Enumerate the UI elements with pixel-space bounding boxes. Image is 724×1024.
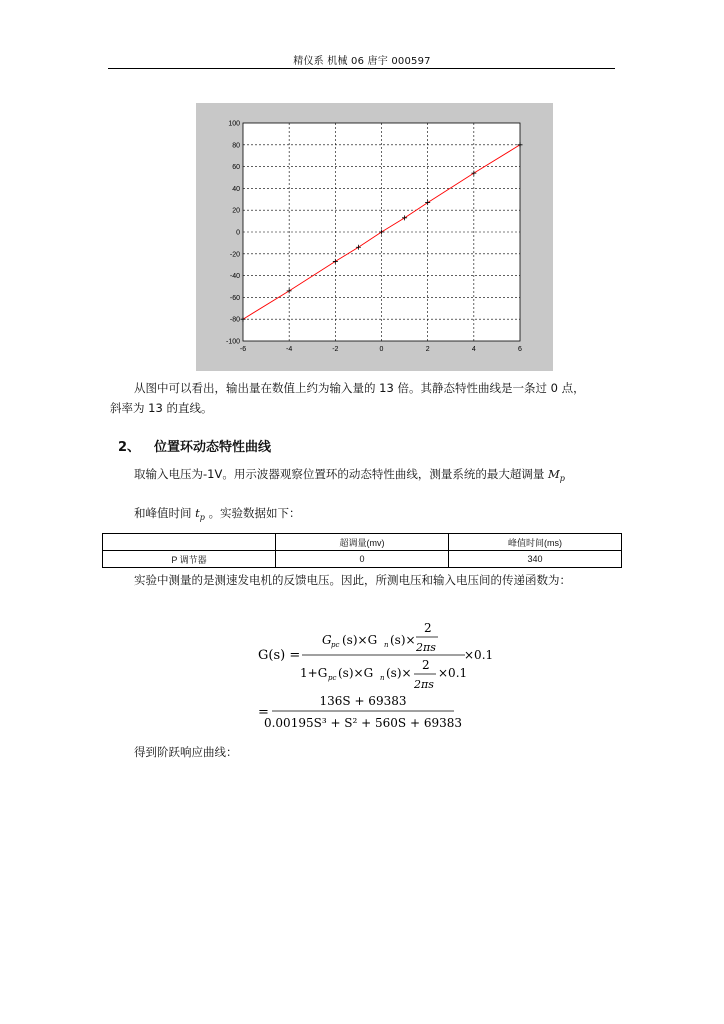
table-cell: 0 bbox=[276, 551, 449, 568]
x-tick-label: -6 bbox=[239, 346, 247, 353]
y-tick-label: 100 bbox=[228, 120, 240, 128]
table-header-cell bbox=[103, 534, 276, 551]
symbol-tp: t bbox=[195, 506, 200, 520]
y-tick-label: -60 bbox=[229, 294, 240, 302]
experiment-data-table bbox=[102, 533, 622, 568]
y-tick-label: 20 bbox=[232, 207, 240, 215]
den-pre: 1+G bbox=[300, 666, 328, 680]
table-header-row bbox=[103, 534, 622, 551]
y-tick-label: -80 bbox=[229, 316, 240, 324]
result-eq: = bbox=[258, 705, 269, 720]
paragraph-2-text: 取输入电压为-1V。用示波器观察位置环的动态特性曲线，测量系统的最大超调量 bbox=[134, 467, 545, 481]
den-tail-x: (s)× bbox=[386, 666, 412, 680]
y-tick-label: 0 bbox=[236, 229, 240, 237]
section-number: 2、 bbox=[118, 440, 141, 455]
x-tick-label: -2 bbox=[332, 346, 339, 353]
num-sub-pc: pc bbox=[331, 641, 340, 649]
result-denominator: 0.00195S³ + S² + 560S + 69383 bbox=[263, 716, 463, 730]
table-header-cell: 峰值时间(ms) bbox=[449, 534, 622, 551]
static-characteristic-chart bbox=[196, 103, 553, 371]
paragraph-2-line-1 bbox=[134, 464, 654, 489]
num-sub-n: n bbox=[384, 641, 389, 649]
static-characteristic-figure bbox=[196, 103, 553, 371]
symbol-Mp-sub: p bbox=[559, 474, 565, 483]
x-tick-label: 4 bbox=[471, 346, 476, 353]
paragraph-1-line-2: 斜率为 13 的直线。 bbox=[110, 401, 213, 415]
paragraph-2-pre: 和峰值时间 bbox=[134, 506, 192, 520]
paragraph-4: 得到阶跃响应曲线： bbox=[134, 745, 238, 759]
den-times-01: ×0.1 bbox=[438, 666, 468, 680]
formula-lhs: G(s) = bbox=[258, 648, 301, 663]
num-tail: (s)× bbox=[390, 633, 416, 647]
table-cell: 340 bbox=[449, 551, 622, 568]
y-tick-label: 40 bbox=[232, 185, 240, 193]
table-header-cell: 超调量(mv) bbox=[276, 534, 449, 551]
symbol-tp-sub: p bbox=[199, 513, 205, 522]
section-title: 位置环动态特性曲线 bbox=[154, 440, 272, 455]
paragraph-2-line-2 bbox=[134, 503, 654, 528]
y-tick-label: -40 bbox=[229, 273, 240, 281]
paragraph-1 bbox=[110, 378, 630, 418]
den-frac-den: 2πs bbox=[414, 678, 434, 691]
den-frac-num: 2 bbox=[422, 658, 430, 672]
result-numerator: 136S + 69383 bbox=[319, 694, 407, 708]
num-mid: (s)×G bbox=[342, 633, 378, 647]
x-tick-label: -4 bbox=[286, 346, 293, 353]
den-mid: (s)×G bbox=[338, 666, 374, 680]
y-tick-label: -100 bbox=[225, 338, 240, 346]
paragraph-2-post: 。实验数据如下： bbox=[208, 506, 301, 520]
x-tick-label: 0 bbox=[379, 346, 384, 353]
section-heading bbox=[118, 436, 271, 455]
paragraph-3: 实验中测量的是测速发电机的反馈电压。因此，所测电压和输入电压间的传递函数为： bbox=[134, 573, 571, 587]
symbol-Mp: M bbox=[548, 467, 560, 481]
y-tick-label: -20 bbox=[229, 251, 240, 259]
x-tick-label: 2 bbox=[425, 346, 430, 353]
num-G: G bbox=[322, 633, 332, 647]
page-header: 精仪系 机械 06 唐宇 000597 bbox=[293, 56, 431, 67]
inner-frac-den: 2πs bbox=[416, 641, 436, 654]
header-rule bbox=[108, 68, 615, 69]
y-tick-label: 80 bbox=[232, 142, 240, 150]
paragraph-1-line-1: 从图中可以看出，输出量在数值上约为输入量的 13 倍。其静态特性曲线是一条过 0 点， bbox=[134, 381, 585, 395]
y-tick-label: 60 bbox=[232, 164, 240, 172]
times-01: ×0.1 bbox=[464, 648, 494, 662]
table-row bbox=[103, 551, 622, 568]
x-tick-label: 6 bbox=[518, 346, 522, 353]
den-sub-pc: pc bbox=[328, 674, 337, 682]
inner-frac-num: 2 bbox=[424, 621, 432, 635]
den-sub-n: n bbox=[380, 674, 385, 682]
table-cell: P 调节器 bbox=[103, 551, 276, 568]
transfer-function-formula bbox=[250, 615, 494, 740]
